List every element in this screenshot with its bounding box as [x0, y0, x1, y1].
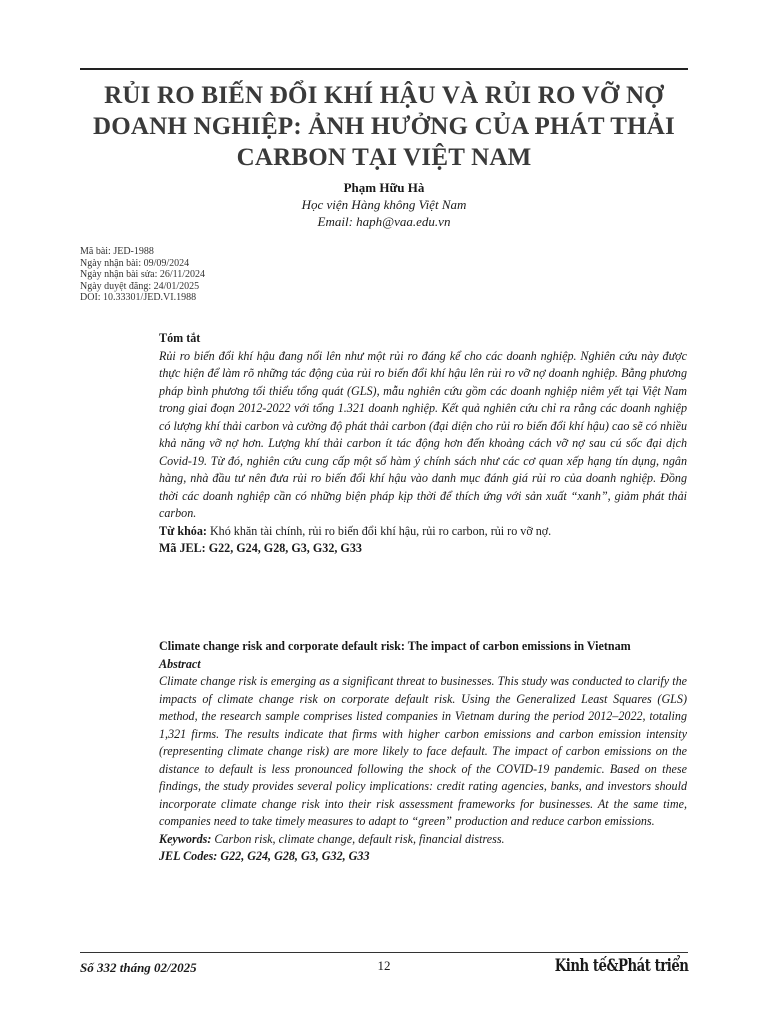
english-keywords-text: Carbon risk, climate change, default risk, financial distress. — [211, 831, 505, 846]
article-title: RỦI RO BIẾN ĐỔI KHÍ HẬU VÀ RỦI RO VỠ NỢ DOANH NGHIỆP: ẢNH HƯỞNG CỦA PHÁT THẢI CARBON TẠI VIỆT NAM — [93, 82, 675, 171]
vietnamese-abstract-heading: Tóm tắt — [159, 331, 201, 345]
article-code: Mã bài: JED-1988 — [80, 246, 154, 257]
footer-rule — [80, 952, 688, 953]
accepted-date: Ngày duyệt đăng: 24/01/2025 — [80, 280, 200, 292]
page-number: 12 — [377, 958, 391, 973]
author-affiliation: Học viện Hàng không Việt Nam — [301, 197, 467, 212]
english-jel-codes: JEL Codes: G22, G24, G28, G3, G32, G33 — [159, 849, 370, 863]
english-abstract-heading: Abstract — [159, 656, 201, 671]
vietnamese-abstract-section — [159, 330, 687, 558]
vietnamese-keywords-label: Từ khóa: — [159, 523, 207, 538]
english-keywords-label: Keywords: — [159, 831, 212, 846]
english-abstract-text: Climate change risk is emerging as a significant threat to businesses. This study was conducted to clarify the impacts of climate change risk on corporate default risk. Using the Generalized Least Squares (GLS) method, the research sample comprises listed companies in Vietnam during the period 2012–2022, totaling 1,321 firms. The results indicate that firms with higher carbon emissions and carbon emission intensity (representing climate change risk) are more likely to face default. The impact of carbon emissions on the distance to default is less pronounced following the shock of the COVID-19 pandemic. Based on these findings, the study provides several policy implications: credit rating agencies, banks, and investors should incorporate climate change risk into their risk assessment frameworks for businesses. At the same time, companies need to take timely measures to adapt to “green” production and reduce carbon emissions. — [159, 674, 687, 828]
author-name: Phạm Hữu Hà — [343, 180, 425, 195]
journal-logo: Kinh tế&Phát triển — [554, 956, 688, 976]
english-keywords — [159, 831, 687, 849]
vietnamese-keywords — [159, 523, 687, 541]
english-title: Climate change risk and corporate default risk: The impact of carbon emissions in Vietnam — [159, 639, 631, 653]
article-metadata — [80, 246, 205, 304]
vietnamese-abstract-text: Rủi ro biến đổi khí hậu đang nổi lên như một rủi ro đáng kể cho các doanh nghiệp. Nghiên cứu này được thực hiện để làm rõ những tác động của rủi ro biến đổi khí hậu lên rủi ro vỡ nợ doanh nghiệp. Bằng phương pháp bình phương tối thiểu tổng quát (GLS), mẫu nghiên cứu gồm các doanh nghiệp niêm yết tại Việt Nam trong giai đoạn 2012-2022 với tổng 1.321 doanh nghiệp. Kết quả nghiên cứu chỉ ra rằng các doanh nghiệp có lượng khí thải carbon và cường độ phát thải carbon (đại diện cho rủi ro biến đổi khí hậu) cao sẽ có nhiều khả năng vỡ nợ hơn. Lượng khí thải carbon ít tác động hơn đến khoảng cách vỡ nợ sau cú sốc đại dịch Covid-19. Từ đó, nghiên cứu cung cấp một số hàm ý chính sách như các cơ quan xếp hạng tín dụng, ngân hàng, nhà đầu tư nên đưa rủi ro biến đổi khí hậu vào danh mục đánh giá rủi ro của doanh nghiệp. Đồng thời các doanh nghiệp cần có những biện pháp kịp thời để thích ứng với sản xuất “xanh”, giảm phát thải carbon. — [159, 348, 687, 520]
english-abstract-section — [159, 638, 687, 866]
issue-number: Số 332 tháng 02/2025 — [80, 960, 197, 975]
author-email: Email: haph@vaa.edu.vn — [317, 214, 451, 229]
revised-date: Ngày nhận bài sửa: 26/11/2024 — [80, 269, 206, 281]
doi: DOI: 10.33301/JED.VI.1988 — [80, 292, 197, 304]
received-date: Ngày nhận bài: 09/09/2024 — [80, 257, 190, 269]
top-rule — [80, 68, 688, 70]
vietnamese-jel-codes: Mã JEL: G22, G24, G28, G3, G32, G33 — [159, 541, 362, 555]
vietnamese-keywords-text: Khó khăn tài chính, rủi ro biến đổi khí hậu, rủi ro carbon, rủi ro vỡ nợ. — [206, 523, 552, 538]
